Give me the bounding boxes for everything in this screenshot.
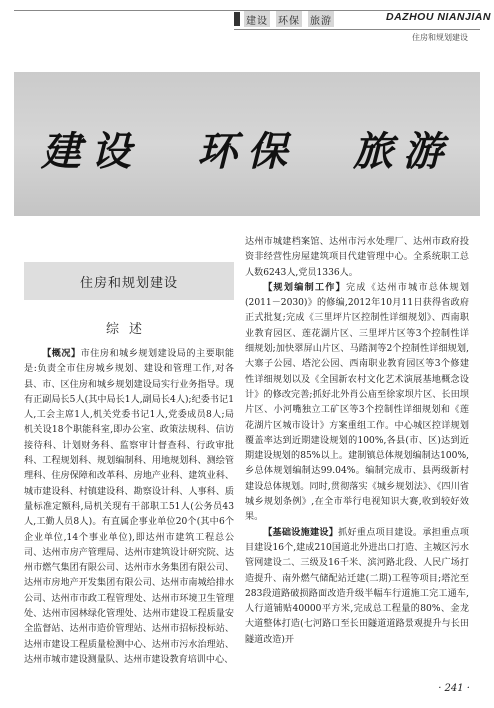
planning-paragraph [245,281,469,526]
banner-word-environment: 环保 [197,128,297,175]
right-column [245,235,469,648]
overview-paragraph [24,347,234,668]
continued-paragraph: 达州市城建档案馆、达州市污水处理厂、达州市政府投资非经营性房屋建筑项目代建管理中心。全系统职工总人数6243人,党员1336人。 [245,237,469,278]
planning-tag: 【规划编制工作】 [263,282,347,293]
running-section-title: 住房和规划建设 [412,33,468,42]
header-category-construction: 建设 [244,11,270,27]
banner-word-construction: 建设 [41,128,141,175]
chapter-title [14,120,480,177]
overview-tag: 【概况】 [42,349,81,359]
header-marker [234,12,240,26]
section-title: 住房和规划建设 [24,262,234,300]
left-column [24,235,234,668]
planning-text: 完成《达州市城市总体规划(2011－2030)》的修编,2012年10月11日获得省政府正式批复;完成《三里坪片区控制性详细规划》、西南职业教育园区、莲花湖片区、三里坪片区等3个控制性详细规划;加快翠屏山片区、马踏洞等2个控制性详细规划,大寨子公园、塔沱公园、西南职业教育园区等3个修建性详细规划以及《全国新农村文化艺术演展基地概念设计》的修改完善;抓好北外肖公庙至徐家坝片区、长田坝片区、小河嘴独立工矿区等3个控制性详细规划和《莲花湖片区城市设计》方案重组工作。中心城区控详规划覆盖率达到近期建设规划的100%,各县(市、区)达到近期建设规划的85%以上。建制镇总体规划编制达100%,乡总体规划编制达99.04%。编制完成市、县两级新村建设总体规划。同时,贯彻落实《城乡规划法》、《四川省城乡规划条例》,在全市举行电视知识大赛,收到较好效果。 [245,282,469,523]
journal-name: DAZHOU NIANJIAN [386,11,491,23]
header-category-tourism: 旅游 [308,11,334,27]
infrastructure-paragraph [245,526,469,648]
banner-word-tourism: 旅游 [353,128,453,175]
page-number: · 241 · [438,683,470,694]
infrastructure-text: 抓好重点项目建设。承担重点项目建设16个,建成210国道北外进出口打造、主城区污水管网建设二、三级及16千米、滨河路北段、人民广场打造提升、南外燃气储配站迁建(二期)工程等项目;塔沱至283段道路破损路面改造升级半幅车行道施工完工通车,人行道铺贴40000平方米,完成总工程量的80%、金龙大道整体打造(七河路口至长田隧道道路景观提升与长田隧道改造)开 [245,527,469,645]
header-category-environment: 环保 [276,11,302,27]
overview-text: 市住房和城乡规划建设局的主要职能是:负责全市住房城乡规划、建设和管理工作,对各县、市、区住房和城乡规划建设局实行业务指导。现有正副局长5人(其中局长1人,副局长4人);纪委书记1人,工会主席1人,机关党委书记1人,党委成员8人;局机关设18个职能科室,即办公室、政策法规科、信访接待科、计划财务科、监察审计督查科、行政审批科、工程规划科、规划编制科、用地规划科、测绘管理科、住房保障和改革科、房地产业科、建筑业科、城市建设科、村镇建设科、勘察设计科、人事科、质量标准定额科,局机关现有干部职工51人(公务员43人,工勤人员8人)。有直属企事业单位20个(其中6个企业单位,14个事业单位),即达州市建筑工程总公司、达州市房产管理局、达州市建筑设计研究院、达州市燃气集团有限公司、达州市水务集团有限公司、达州市房地产开发集团有限公司、达州市南城给排水公司、达州市市政工程管理处、达州市环境卫生管理处、达州市园林绿化管理处、达州市建设工程质量安全监督站、达州市造价管理站、达州市招标投标站、达州市建设工程质量检测中心、达州市污水治理站、达州市城市建设测量队、达州市建设教育培训中心、 [24,349,234,665]
subsection-heading: 综述 [105,322,152,337]
header-categories [244,11,336,27]
header-rule-lower [234,29,480,30]
infrastructure-tag: 【基础设施建设】 [263,527,339,538]
chapter-banner [14,72,480,216]
